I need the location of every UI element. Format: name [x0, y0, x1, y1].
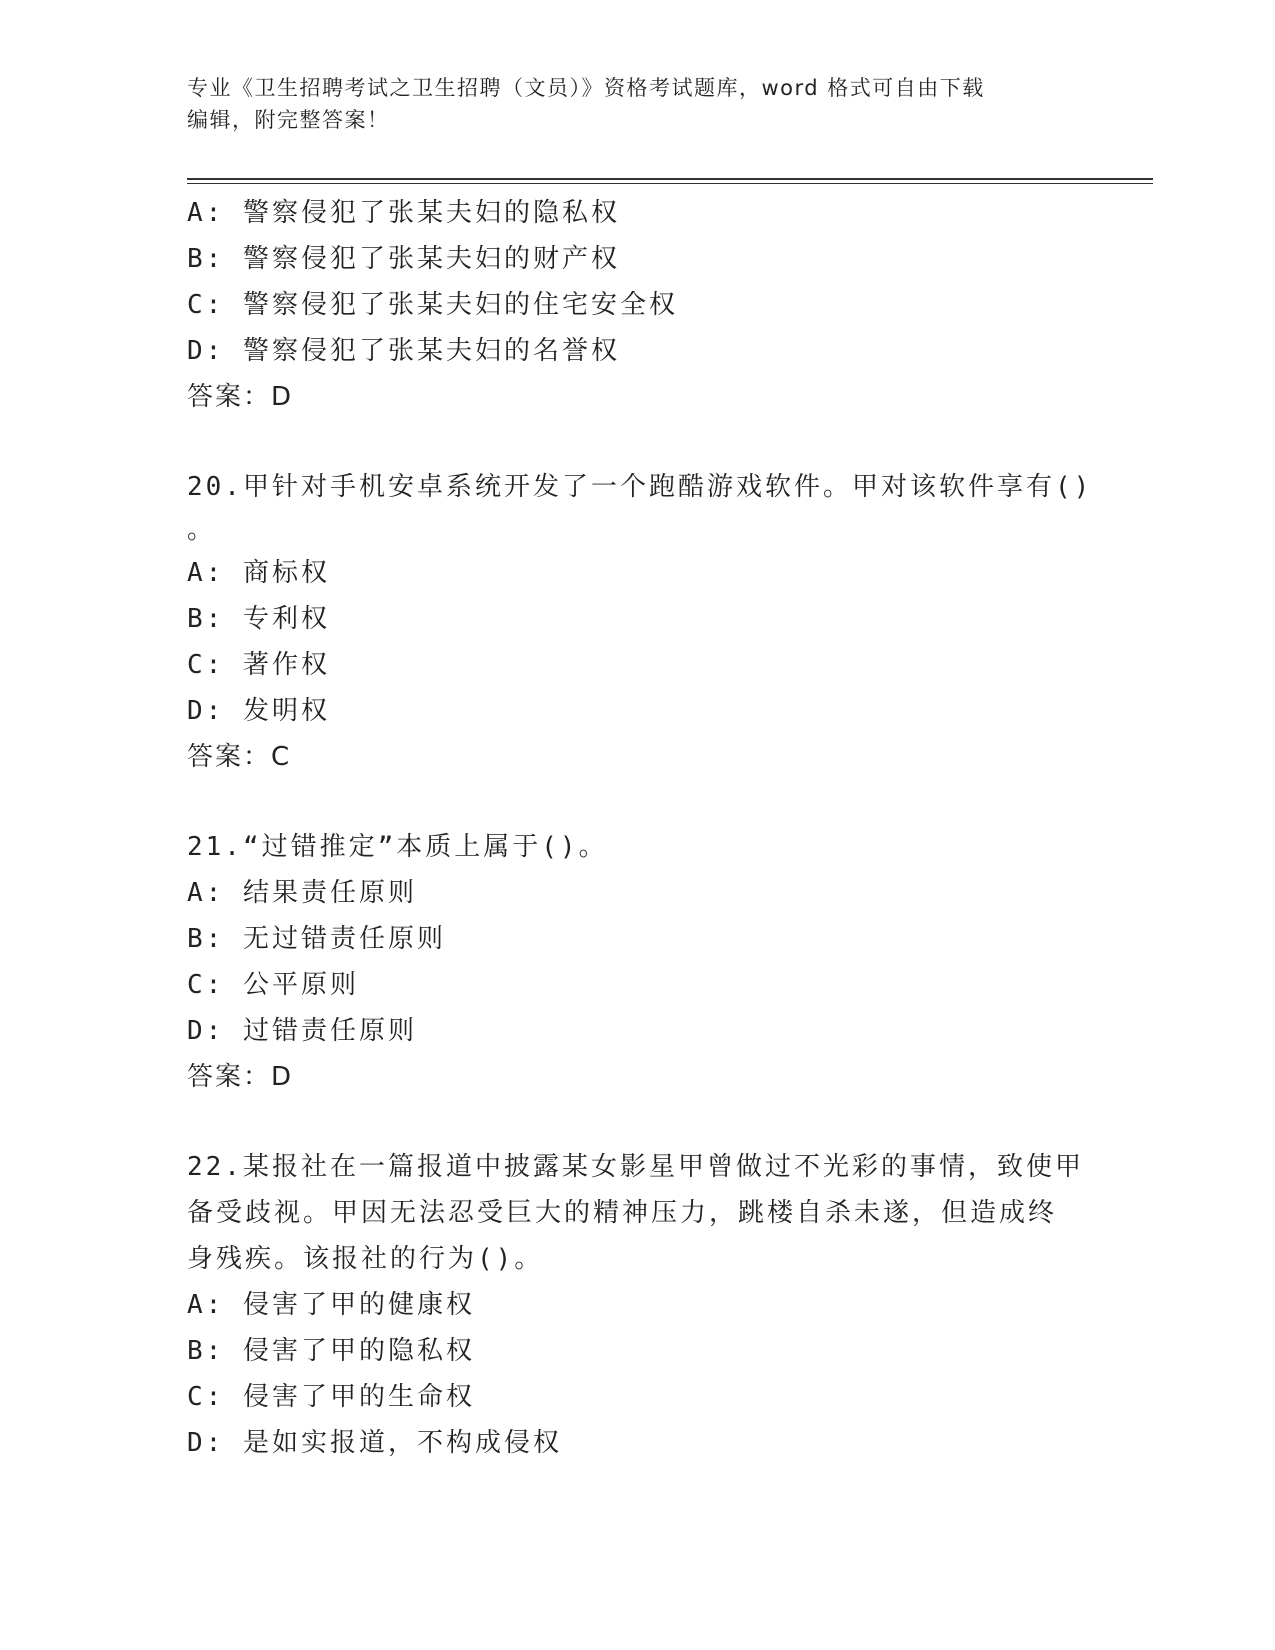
answer-line: 答案：D — [187, 382, 294, 412]
header-line-2: 编辑，附完整答案！ — [187, 108, 390, 132]
option-a: A: 侵害了甲的健康权 — [187, 1290, 475, 1320]
question-21 — [187, 824, 1087, 1100]
option-b: B: 警察侵犯了张某夫妇的财产权 — [187, 244, 620, 274]
option-a: A: 警察侵犯了张某夫妇的隐私权 — [187, 198, 620, 228]
question-text-line-3: 身残疾。该报社的行为()。 — [187, 1244, 544, 1274]
question-spacer — [187, 420, 1087, 464]
question-spacer — [187, 780, 1087, 824]
question-text-continuation: 。 — [187, 515, 217, 545]
option-d: D: 警察侵犯了张某夫妇的名誉权 — [187, 336, 620, 366]
question-spacer — [187, 1100, 1087, 1144]
option-d: D: 发明权 — [187, 696, 330, 726]
option-b: B: 无过错责任原则 — [187, 924, 446, 954]
option-d: D: 过错责任原则 — [187, 1016, 417, 1046]
option-a: A: 商标权 — [187, 558, 330, 588]
document-header — [187, 72, 1087, 136]
question-20 — [187, 464, 1093, 780]
option-c: C: 公平原则 — [187, 970, 359, 1000]
question-text: 21.“过错推定”本质上属于()。 — [187, 832, 608, 862]
question-text: 20.甲针对手机安卓系统开发了一个跑酷游戏软件。甲对该软件享有() — [187, 472, 1093, 502]
option-a: A: 结果责任原则 — [187, 878, 417, 908]
question-19 — [187, 190, 1087, 420]
option-b: B: 专利权 — [187, 604, 330, 634]
answer-line: 答案：C — [187, 742, 292, 772]
option-b: B: 侵害了甲的隐私权 — [187, 1336, 475, 1366]
option-c: C: 警察侵犯了张某夫妇的住宅安全权 — [187, 290, 678, 320]
header-line-1: 专业《卫生招聘考试之卫生招聘（文员）》资格考试题库，word 格式可自由下载 — [187, 76, 985, 100]
answer-line: 答案：D — [187, 1062, 294, 1092]
question-22 — [187, 1144, 1087, 1466]
question-text-line-2: 备受歧视。甲因无法忍受巨大的精神压力，跳楼自杀未遂，但造成终 — [187, 1198, 1058, 1228]
question-content — [187, 190, 1093, 1466]
option-c: C: 侵害了甲的生命权 — [187, 1382, 475, 1412]
option-d: D: 是如实报道，不构成侵权 — [187, 1428, 562, 1458]
option-c: C: 著作权 — [187, 650, 330, 680]
header-divider-thick — [187, 178, 1153, 180]
header-divider-thin — [187, 183, 1153, 184]
question-text-line-1: 22.某报社在一篇报道中披露某女影星甲曾做过不光彩的事情，致使甲 — [187, 1152, 1084, 1182]
